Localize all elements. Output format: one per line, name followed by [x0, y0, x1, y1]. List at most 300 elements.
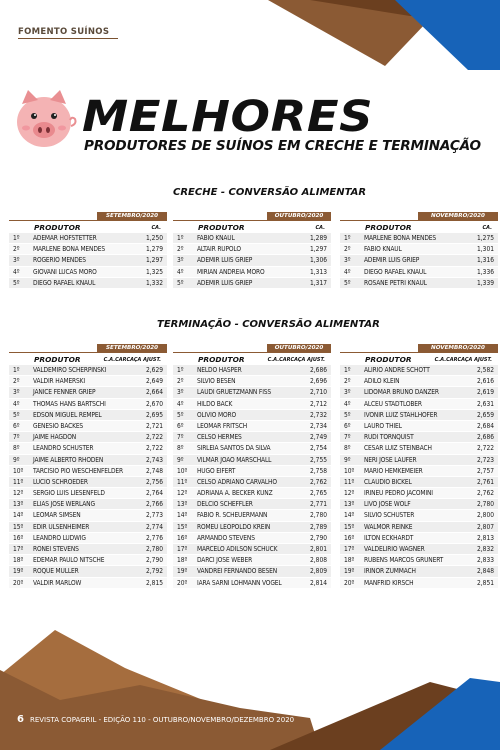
conversion-value: 2,684 — [477, 421, 494, 430]
table-row — [340, 533, 498, 544]
conversion-value: 1,250 — [146, 234, 163, 242]
producer-name: SERGIO LUIS LIESENFELD — [33, 489, 105, 498]
table-row — [340, 499, 498, 510]
producer-name: VANDREI FERNANDO BESEN — [197, 567, 277, 576]
producer-name: IARA SARNI LOHMANN VOGEL — [197, 578, 282, 587]
producer-name: MARCELO ADILSON SCHUCK — [197, 545, 278, 553]
table-row — [173, 267, 331, 278]
conversion-value: 2,664 — [146, 388, 163, 397]
conversion-value: 2,696 — [310, 377, 327, 386]
rank: 7º — [177, 433, 184, 442]
conversion-value: 2,773 — [146, 511, 163, 520]
table-row — [173, 278, 331, 289]
producer-name: LIVO JOSE WOLF — [364, 500, 411, 509]
producer-name: ALCEU STADTLOBER — [364, 399, 422, 408]
table-row — [340, 578, 498, 589]
period-line — [9, 352, 167, 353]
table-row — [173, 488, 331, 499]
table-row — [173, 477, 331, 488]
rank: 5º — [344, 278, 351, 287]
pig-icon — [8, 86, 78, 152]
table-row — [9, 533, 167, 544]
rank: 19º — [13, 567, 24, 576]
header-producer: PRODUTOR — [365, 223, 412, 232]
producer-name: HILDO BACK — [197, 399, 233, 408]
conversion-value: 2,686 — [310, 366, 327, 374]
table-row — [9, 399, 167, 410]
producer-name: SIRLEIA SANTOS DA SILVA — [197, 444, 271, 453]
table-row — [9, 499, 167, 510]
conversion-value: 2,757 — [477, 466, 494, 475]
rank: 11º — [344, 477, 355, 486]
rank: 4º — [13, 399, 20, 408]
header-value: CA. — [315, 225, 325, 231]
conversion-value: 1,279 — [146, 245, 163, 254]
rank: 3º — [13, 388, 20, 397]
conversion-value: 1,339 — [477, 278, 494, 287]
conversion-value: 2,582 — [477, 366, 494, 374]
producer-name: EDSON MIGUEL REMPEL — [33, 410, 102, 419]
producer-name: OLIVIO MORO — [197, 410, 237, 419]
rank: 3º — [13, 256, 20, 265]
table-row — [340, 278, 498, 289]
table-header — [9, 223, 167, 232]
producer-name: IVONIR LUIZ STAHLHOFER — [364, 410, 438, 419]
table-row — [340, 432, 498, 443]
table-row — [173, 365, 331, 376]
table-row — [340, 522, 498, 533]
conversion-value: 2,710 — [310, 388, 327, 397]
page-subtitle: PRODUTORES DE SUÍNOS EM CRECHE E TERMINAÇÃO — [84, 138, 481, 154]
producer-name: ROSANE PETRI KNAUL — [364, 278, 427, 287]
conversion-value: 2,616 — [477, 377, 494, 386]
conversion-value: 2,771 — [310, 500, 327, 509]
producer-name: TARCISIO PIO WESCHENFELDER — [33, 466, 123, 475]
table-header — [9, 355, 167, 364]
conversion-value: 2,815 — [146, 578, 163, 587]
producer-name: MARIO HEMKEMEIER — [364, 466, 423, 475]
table-row — [9, 477, 167, 488]
terminacao-title: TERMINAÇÃO - CONVERSÃO ALIMENTAR — [157, 319, 380, 330]
table-row — [173, 244, 331, 255]
conversion-value: 2,761 — [477, 477, 494, 486]
producer-name: ROMEU LEOPOLDO KREIN — [197, 522, 271, 531]
rank: 2º — [13, 245, 20, 254]
producer-name: EDIR ULSENHEIMER — [33, 522, 90, 531]
conversion-value: 2,833 — [477, 556, 494, 565]
rank: 1º — [13, 366, 20, 374]
table-row — [340, 387, 498, 398]
producer-name: ADRIANA A. BECKER KUNZ — [197, 489, 273, 498]
table-row — [340, 510, 498, 521]
producer-name: MARLENE BONA MENDES — [364, 234, 436, 242]
conversion-value: 1,289 — [310, 234, 327, 242]
producer-name: CLAUDIO BICKEL — [364, 477, 412, 486]
producer-name: CESAR LUIZ STEINBACH — [364, 444, 432, 453]
table-row — [9, 410, 167, 421]
producer-name: CELSO HERMES — [197, 433, 242, 442]
rank: 16º — [13, 533, 24, 542]
table-row — [173, 432, 331, 443]
table-row — [340, 233, 498, 244]
period-line — [9, 220, 167, 221]
rank: 9º — [344, 455, 351, 464]
page-number: 6 — [17, 714, 24, 725]
conversion-value: 1,313 — [310, 267, 327, 276]
rank: 10º — [177, 466, 188, 475]
conversion-value: 2,722 — [146, 433, 163, 442]
rank: 15º — [13, 522, 24, 531]
producer-name: ROQUE MULLER — [33, 567, 79, 576]
producer-name: LEANDRO LUDWIG — [33, 533, 86, 542]
producer-name: MANFRID KIRSCH — [364, 578, 414, 587]
conversion-value: 2,631 — [477, 399, 494, 408]
conversion-value: 1,301 — [477, 245, 494, 254]
table-row — [9, 432, 167, 443]
producer-name: THOMAS HANS BARTSCHI — [33, 399, 106, 408]
rank: 2º — [13, 377, 20, 386]
conversion-value: 2,758 — [310, 466, 327, 475]
table-rows — [173, 365, 331, 589]
table-row — [9, 376, 167, 387]
rank: 16º — [177, 533, 188, 542]
rank: 18º — [344, 556, 355, 565]
table-rows — [9, 233, 167, 289]
rank: 5º — [13, 410, 20, 419]
table-row — [173, 544, 331, 555]
rank: 3º — [344, 256, 351, 265]
table-row — [173, 455, 331, 466]
rank: 7º — [13, 433, 20, 442]
section-divider — [18, 38, 118, 39]
conversion-value: 2,808 — [310, 556, 327, 565]
producer-name: JAIME ALBERTO RHODEN — [33, 455, 104, 464]
producer-name: ADEMIR LUIS GRIEP — [364, 256, 420, 265]
rank: 9º — [177, 455, 184, 464]
producer-name: FABIO R. SCHEUERMANN — [197, 511, 268, 520]
period-line — [340, 352, 498, 353]
rank: 3º — [177, 256, 184, 265]
producer-name: FABIO KNAUL — [197, 234, 235, 242]
period-badge: OUTUBRO/2020 — [267, 212, 331, 221]
header-value: C.A.CARCAÇA AJUST. — [267, 357, 325, 363]
table-row — [173, 566, 331, 577]
producer-name: LAURO THIEL — [364, 421, 402, 430]
table-row — [173, 499, 331, 510]
conversion-value: 1,336 — [477, 267, 494, 276]
rank: 5º — [13, 278, 20, 287]
conversion-value: 2,722 — [146, 444, 163, 453]
rank: 12º — [177, 489, 188, 498]
conversion-value: 2,780 — [477, 500, 494, 509]
rank: 4º — [13, 267, 20, 276]
producer-name: NERI JOSE LAUFER — [364, 455, 417, 464]
producer-name: ALTAIR RUPOLO — [197, 245, 241, 254]
rank: 8º — [177, 444, 184, 453]
conversion-value: 1,332 — [146, 278, 163, 287]
table-row — [9, 510, 167, 521]
page-title: MELHORES — [82, 92, 374, 142]
table-row — [340, 566, 498, 577]
table-row — [9, 466, 167, 477]
rank: 20º — [177, 578, 188, 587]
table-row — [340, 244, 498, 255]
table-row — [173, 421, 331, 432]
producer-name: LAUDI GRUETZMANN FISS — [197, 388, 272, 397]
producer-name: MARLENE BONA MENDES — [33, 245, 105, 254]
conversion-value: 2,807 — [477, 522, 494, 531]
conversion-value: 2,712 — [310, 399, 327, 408]
period-badge: SETEMBRO/2020 — [97, 212, 167, 221]
producer-name: IRINEU PEDRO JACOMINI — [364, 489, 433, 498]
table-row — [9, 255, 167, 266]
table-row — [173, 522, 331, 533]
conversion-value: 2,801 — [310, 545, 327, 553]
table-row — [173, 410, 331, 421]
conversion-value: 1,316 — [477, 256, 494, 265]
producer-name: RUBENS MARCOS GRUNERT — [364, 556, 444, 565]
rank: 12º — [344, 489, 355, 498]
table-row — [340, 555, 498, 566]
conversion-value: 2,792 — [146, 567, 163, 576]
conversion-value: 2,814 — [310, 578, 327, 587]
conversion-value: 1,325 — [146, 267, 163, 276]
conversion-value: 2,851 — [477, 578, 494, 587]
table-row — [9, 522, 167, 533]
rank: 2º — [177, 245, 184, 254]
table-row — [173, 233, 331, 244]
table-row — [173, 255, 331, 266]
footer-publication: REVISTA COPAGRIL - EDIÇÃO 110 - OUTUBRO/NOVEMBRO/DEZEMBRO 2020 — [29, 716, 295, 724]
producer-name: LUCIO SCHROEDER — [33, 477, 88, 486]
conversion-value: 1,317 — [310, 278, 327, 287]
conversion-value: 2,848 — [477, 567, 494, 576]
producer-name: LEANDRO SCHUSTER — [33, 444, 94, 453]
table-row — [340, 421, 498, 432]
conversion-value: 2,809 — [310, 567, 327, 576]
producer-name: ALIRIO ANDRE SCHOTT — [364, 366, 430, 374]
table-row — [340, 410, 498, 421]
producer-name: CELSO ADRIANO CARVALHO — [197, 477, 277, 486]
rank: 5º — [344, 410, 351, 419]
conversion-value: 2,800 — [477, 511, 494, 520]
period-badge: OUTUBRO/2020 — [267, 344, 331, 353]
table-row — [340, 544, 498, 555]
rank: 8º — [344, 444, 351, 453]
rank: 14º — [13, 511, 24, 520]
table-row — [340, 255, 498, 266]
table-row — [340, 365, 498, 376]
producer-name: RONEI STEVENS — [33, 545, 79, 553]
producer-name: MIRIAN ANDREIA MORO — [197, 267, 265, 276]
header-producer: PRODUTOR — [198, 223, 245, 232]
table-row — [9, 578, 167, 589]
producer-name: VILMAR JOAO MARSCHALL — [197, 455, 272, 464]
table-row — [9, 233, 167, 244]
conversion-value: 2,766 — [146, 500, 163, 509]
producer-name: DELCIO SCHEFFLER — [197, 500, 253, 509]
rank: 4º — [344, 399, 351, 408]
conversion-value: 1,275 — [477, 234, 494, 242]
producer-name: ADEMAR HOFSTETTER — [33, 234, 97, 242]
table-row — [173, 510, 331, 521]
table-row — [340, 455, 498, 466]
conversion-value: 2,774 — [146, 522, 163, 531]
conversion-value: 1,297 — [310, 245, 327, 254]
conversion-value: 2,832 — [477, 545, 494, 553]
table-row — [173, 555, 331, 566]
header-producer: PRODUTOR — [34, 223, 81, 232]
conversion-value: 2,789 — [310, 522, 327, 531]
producer-name: NELDO HASPER — [197, 366, 242, 374]
producer-name: ROGERIO MENDES — [33, 256, 86, 265]
rank: 19º — [177, 567, 188, 576]
period-line — [173, 220, 331, 221]
conversion-value: 2,743 — [146, 455, 163, 464]
footer-decoration — [0, 630, 500, 750]
rank: 3º — [177, 388, 184, 397]
producer-name: EDEMAR PAULO NITSCHE — [33, 556, 105, 565]
rank: 8º — [13, 444, 20, 453]
conversion-value: 2,695 — [146, 410, 163, 419]
rank: 11º — [177, 477, 188, 486]
producer-name: WALMOR REINKE — [364, 522, 413, 531]
table-row — [173, 443, 331, 454]
header-value: CA. — [151, 225, 161, 231]
producer-name: DARCI JOSE WEBER — [197, 556, 253, 565]
producer-name: SILVIO BESEN — [197, 377, 236, 386]
producer-name: VALDIR MARLOW — [33, 578, 82, 587]
conversion-value: 2,732 — [310, 410, 327, 419]
rank: 4º — [177, 267, 184, 276]
rank: 2º — [344, 377, 351, 386]
rank: 1º — [344, 234, 351, 242]
table-header — [173, 355, 331, 364]
table-row — [9, 421, 167, 432]
table-rows — [9, 365, 167, 589]
table-row — [340, 267, 498, 278]
producer-name: SILVIO SCHUSTER — [364, 511, 415, 520]
conversion-value: 2,619 — [477, 388, 494, 397]
rank: 7º — [344, 433, 351, 442]
rank: 9º — [13, 455, 20, 464]
table-row — [9, 443, 167, 454]
conversion-value: 2,762 — [477, 489, 494, 498]
rank: 15º — [344, 522, 355, 531]
rank: 6º — [13, 421, 20, 430]
table-row — [9, 278, 167, 289]
header-value: C.A.CARCAÇA AJUST. — [103, 357, 161, 363]
producer-name: GENESIO BACKES — [33, 421, 84, 430]
rank: 4º — [344, 267, 351, 276]
rank: 14º — [177, 511, 188, 520]
producer-name: VALDEMIRO SCHERPINSKI — [33, 366, 107, 374]
rank: 15º — [177, 522, 188, 531]
table-row — [9, 555, 167, 566]
header-producer: PRODUTOR — [365, 355, 412, 364]
rank: 18º — [177, 556, 188, 565]
conversion-value: 2,722 — [477, 444, 494, 453]
rank: 19º — [344, 567, 355, 576]
table-row — [340, 399, 498, 410]
producer-name: LEOMAR FRITSCH — [197, 421, 248, 430]
rank: 1º — [344, 366, 351, 374]
section-label: FOMENTO SUÍNOS — [18, 27, 110, 37]
rank: 13º — [177, 500, 188, 509]
table-row — [9, 387, 167, 398]
table-row — [340, 466, 498, 477]
producer-name: ADILO KLEIN — [364, 377, 400, 386]
header-producer: PRODUTOR — [34, 355, 81, 364]
conversion-value: 2,762 — [310, 477, 327, 486]
table-rows — [340, 233, 498, 289]
producer-name: ADEMIR LUIS GRIEP — [197, 278, 253, 287]
table-header — [340, 355, 498, 364]
producer-name: RUDI TORNQUIST — [364, 433, 414, 442]
table-row — [340, 477, 498, 488]
conversion-value: 2,734 — [310, 421, 327, 430]
producer-name: JAIME HAGDON — [33, 433, 77, 442]
table-row — [9, 267, 167, 278]
producer-name: ILTON ECKHARDT — [364, 533, 414, 542]
rank: 5º — [177, 410, 184, 419]
rank: 20º — [13, 578, 24, 587]
conversion-value: 2,790 — [146, 556, 163, 565]
rank: 13º — [344, 500, 355, 509]
table-rows — [340, 365, 498, 589]
conversion-value: 2,780 — [146, 545, 163, 553]
rank: 13º — [13, 500, 24, 509]
conversion-value: 2,780 — [310, 511, 327, 520]
table-row — [340, 488, 498, 499]
creche-title: CRECHE - CONVERSÃO ALIMENTAR — [173, 187, 367, 198]
conversion-value: 2,790 — [310, 533, 327, 542]
table-row — [9, 488, 167, 499]
producer-name: ARMANDO STEVENS — [197, 533, 255, 542]
producer-name: ELIAS JOSE WERLANG — [33, 500, 95, 509]
table-row — [9, 544, 167, 555]
conversion-value: 2,756 — [146, 477, 163, 486]
conversion-value: 2,649 — [146, 377, 163, 386]
producer-name: JANICE FENNER GRIEP — [33, 388, 96, 397]
rank: 12º — [13, 489, 24, 498]
producer-name: LIDOMAR BRUNO DANZER — [364, 388, 439, 397]
table-row — [9, 244, 167, 255]
period-line — [173, 352, 331, 353]
table-row — [9, 365, 167, 376]
conversion-value: 2,754 — [310, 444, 327, 453]
rank: 18º — [13, 556, 24, 565]
rank: 6º — [344, 421, 351, 430]
conversion-value: 1,297 — [146, 256, 163, 265]
producer-name: ADEMIR LUIS GRIEP — [197, 256, 253, 265]
producer-name: HUGO EIFERT — [197, 466, 236, 475]
producer-name: DIEGO RAFAEL KNAUL — [33, 278, 96, 287]
conversion-value: 1,306 — [310, 256, 327, 265]
footer — [17, 714, 294, 725]
rank: 2º — [344, 245, 351, 254]
producer-name: VALDELIRIO WAGNER — [364, 545, 425, 553]
conversion-value: 2,776 — [146, 533, 163, 542]
conversion-value: 2,749 — [310, 433, 327, 442]
conversion-value: 2,721 — [146, 421, 163, 430]
conversion-value: 2,813 — [477, 533, 494, 542]
rank: 10º — [13, 466, 24, 475]
table-row — [340, 376, 498, 387]
producer-name: LEOMAR SIMSEN — [33, 511, 81, 520]
header-value: CA. — [482, 225, 492, 231]
rank: 17º — [177, 545, 188, 553]
